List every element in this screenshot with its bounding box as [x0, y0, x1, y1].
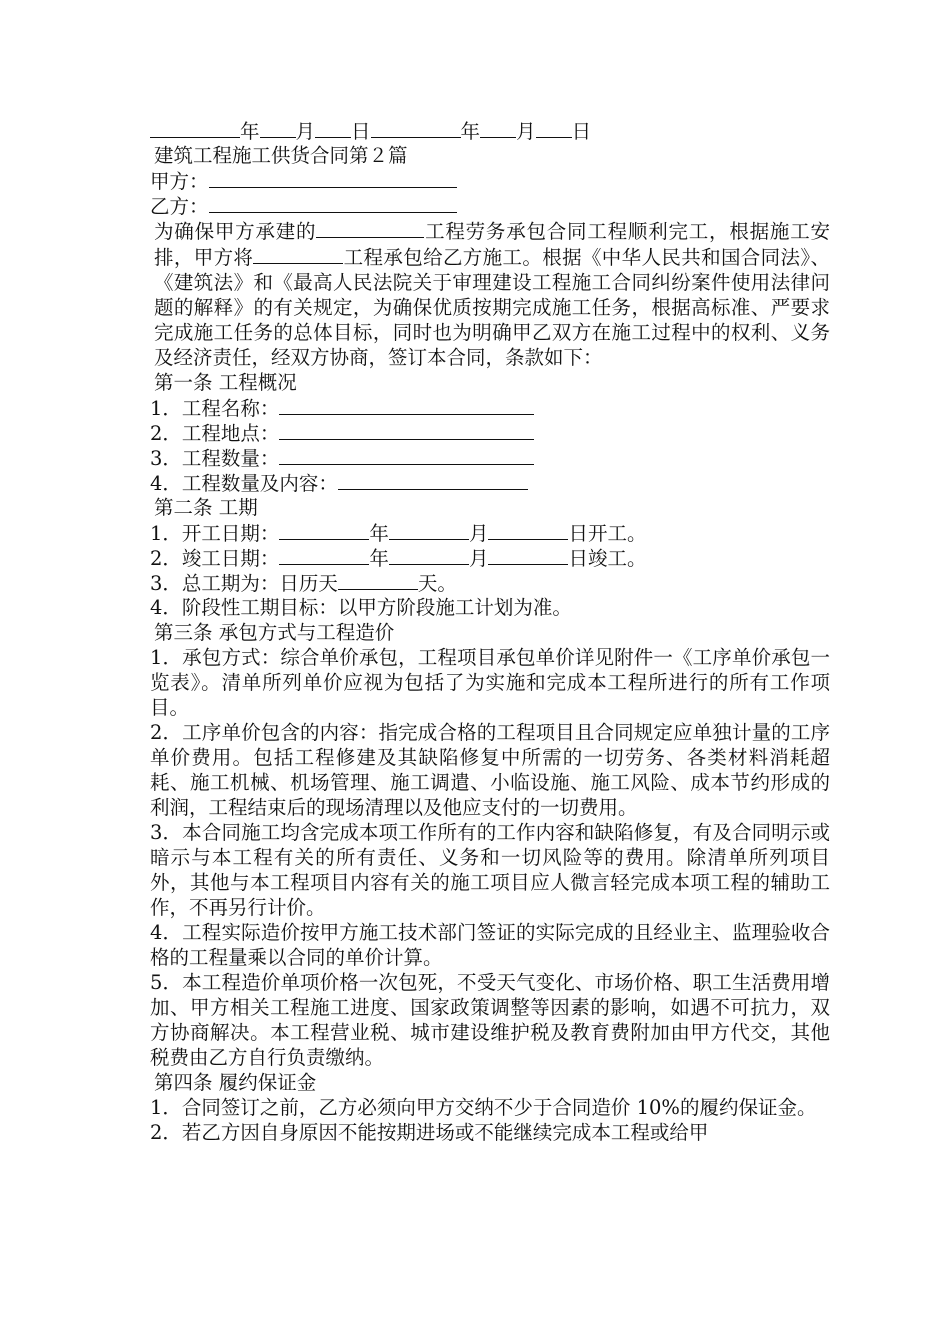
- blank-field: [209, 193, 457, 213]
- blank-field: [389, 545, 469, 565]
- blank-field: [279, 395, 534, 415]
- blank-field: [279, 520, 369, 540]
- blank-field: [279, 445, 534, 465]
- article-item: 2．竣工日期： 年 月 日竣工。: [150, 547, 647, 570]
- blank-field: [253, 244, 343, 264]
- blank-field: [536, 118, 572, 138]
- blank-field: [488, 545, 568, 565]
- blank-field: [488, 520, 568, 540]
- blank-field: [389, 520, 469, 540]
- blank-field: [209, 168, 457, 188]
- date-line: 年 月 日 年 月 日: [150, 118, 830, 143]
- article-heading: 第二条 工期: [154, 496, 258, 519]
- clause-paragraph: 5．本工程造价单项价格一次包死，不受天气变化、市场价格、职工生活费用增加、甲方相关工程施工进度、国家政策调整等因素的影响，如遇不可抗力，双方协商解决。本工程营业税、城市建设维护税及教育费附加由甲方代交，其他税费由乙方自行负责缴纳。: [150, 971, 830, 1069]
- article-item: 3．总工期为：日历天 天。: [150, 572, 457, 595]
- blank-field: [338, 570, 418, 590]
- blank-field: [315, 118, 351, 138]
- party-b-line: 乙方：: [150, 193, 830, 218]
- blank-field: [338, 470, 528, 490]
- clause-paragraph: 2．若乙方因自身原因不能按期进场或不能继续完成本工程或给甲: [150, 1121, 709, 1144]
- clause-paragraph: 2．工序单价包含的内容：指完成合格的工程项目且合同规定应单独计量的工序单价费用。包括工程修建及其缺陷修复中所需的一切劳务、各类材料消耗超耗、施工机械、机场管理、施工调遣、小临设施、施工风险、成本节约形成的利润，工程结束后的现场清理以及他应支付的一切费用。: [150, 721, 830, 819]
- article-heading: 第一条 工程概况: [154, 371, 297, 394]
- blank-field: [260, 118, 296, 138]
- article-item: 1．开工日期： 年 月 日开工。: [150, 522, 647, 545]
- clause-paragraph: 3．本合同施工均含完成本项工作所有的工作内容和缺陷修复，有及合同明示或暗示与本工程有关的所有责任、义务和一切风险等的费用。除清单所列项目外，其他与本工程项目内容有关的施工项目应人微言轻完成本项工程的辅助工作，不再另行计价。: [150, 821, 830, 919]
- clause-paragraph: 4．工程实际造价按甲方施工技术部门签证的实际完成的且经业主、监理验收合格的工程量乘以合同的单价计算。: [150, 921, 830, 969]
- article-heading: 第四条 履约保证金: [154, 1071, 317, 1094]
- clause-paragraph: 1．合同签订之前，乙方必须向甲方交纳不少于合同造价 10%的履约保证金。: [150, 1096, 817, 1119]
- blank-field: [480, 118, 516, 138]
- party-a-line: 甲方：: [150, 168, 830, 193]
- article-item: 3．工程数量：: [150, 445, 830, 470]
- document-page: [150, 118, 830, 1145]
- article-item: 1．工程名称：: [150, 395, 830, 420]
- article-item: 4．工程数量及内容：: [150, 470, 830, 495]
- doc-title: 建筑工程施工供货合同第２篇: [154, 144, 408, 167]
- blank-field: [279, 545, 369, 565]
- blank-field: [150, 118, 240, 138]
- blank-field: [371, 118, 461, 138]
- article-item: 4．阶段性工期目标：以甲方阶段施工计划为准。: [150, 596, 572, 619]
- blank-field: [316, 218, 424, 238]
- article-heading: 第三条 承包方式与工程造价: [154, 621, 395, 644]
- article-item: 2．工程地点：: [150, 420, 830, 445]
- blank-field: [279, 420, 534, 440]
- clause-paragraph: 1．承包方式：综合单价承包，工程项目承包单价详见附件一《工序单价承包一览表》。清单所列单价应视为包括了为实施和完成本工程所进行的所有工作项目。: [150, 646, 830, 719]
- intro-paragraph: 为确保甲方承建的 工程劳务承包合同工程顺利完工，根据施工安排，甲方将 工程承包给乙方施工。根据《中华人民共和国合同法》、《建筑法》和《最高人民法院关于审理建设工程施工合同纠纷案件使用法律问题的解释》的有关规定，为确保优质按期完成施工任务，根据高标准、严要求完成施工任务的总体目标，同时也为明确甲乙双方在施工过程中的权利、义务及经济责任，经双方协商，签订本合同，条款如下：: [154, 220, 830, 369]
